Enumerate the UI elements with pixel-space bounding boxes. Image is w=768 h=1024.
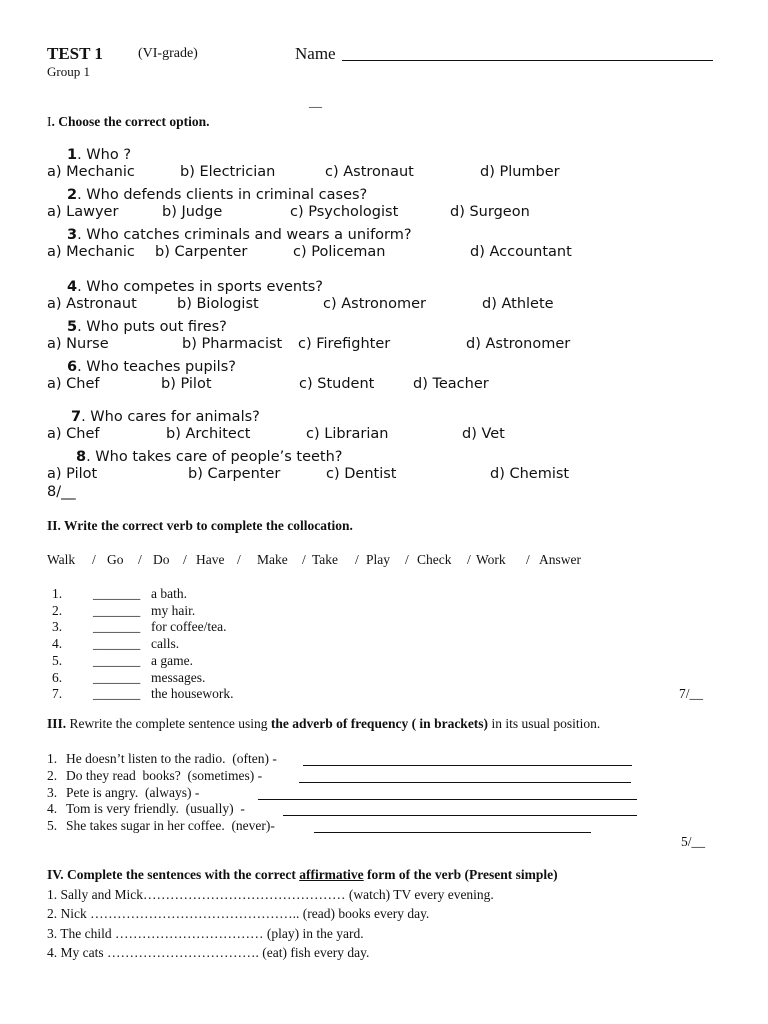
- verb-option: Work: [476, 552, 506, 567]
- verb-separator: /: [138, 552, 142, 567]
- collocation-text: the housework.: [151, 686, 234, 702]
- verb-option: Do: [153, 552, 170, 567]
- option-b[interactable]: b) Biologist: [177, 296, 259, 312]
- question-prompt: . Who teaches pupils?: [77, 359, 236, 375]
- item-number: 2.: [52, 602, 63, 618]
- rewrite-answer-line[interactable]: [314, 818, 591, 833]
- rewrite-sentence: Tom is very friendly. (usually) -: [66, 801, 249, 817]
- item-number: 4.: [52, 636, 63, 652]
- section-3-heading: [47, 716, 600, 732]
- question-prompt: . Who cares for animals?: [81, 409, 260, 425]
- name-field[interactable]: [342, 46, 713, 61]
- item-number: 1.: [52, 586, 63, 601]
- question-number: 7: [71, 409, 82, 425]
- item-number: 3.: [52, 619, 63, 635]
- option-c[interactable]: c) Student: [299, 376, 375, 392]
- verb-separator: /: [405, 552, 409, 567]
- collocation-text: calls.: [151, 636, 180, 652]
- item-number: 4.: [47, 801, 58, 817]
- present-simple-sentence: 4. My cats ……………………………. (eat) fish every day.: [47, 944, 370, 960]
- verb-option: Take: [312, 552, 339, 567]
- test-title: TEST 1: [47, 44, 103, 63]
- collocation-text: my hair.: [151, 602, 196, 618]
- answer-blank[interactable]: _______: [93, 602, 141, 618]
- rewrite-sentence: Do they read books? (sometimes) -: [66, 767, 266, 783]
- verb-option: Answer: [539, 552, 581, 567]
- rewrite-sentence: He doesn’t listen to the radio. (often) -: [66, 751, 277, 766]
- present-simple-sentence: 1. Sally and Mick……………………………………… (watch) TV every evening.: [47, 887, 494, 902]
- section-4-title-underlined: affirmative: [299, 867, 364, 882]
- section-2-roman: II: [47, 518, 58, 533]
- rewrite-sentence: She takes sugar in her coffee. (never)-: [66, 818, 279, 834]
- option-c[interactable]: c) Librarian: [306, 426, 389, 442]
- section-1-roman: I: [47, 114, 52, 129]
- item-number: 5.: [47, 818, 58, 834]
- option-a[interactable]: a) Pilot: [47, 466, 98, 482]
- verb-separator: /: [355, 552, 359, 567]
- option-c[interactable]: c) Astronomer: [323, 296, 426, 312]
- verb-option: Check: [417, 552, 452, 567]
- verb-separator: /: [92, 552, 96, 567]
- question-prompt: . Who takes care of people’s teeth?: [86, 449, 343, 465]
- question-text: [76, 449, 343, 465]
- item-number: 3.: [47, 784, 58, 800]
- question-text: [67, 227, 412, 243]
- option-a[interactable]: a) Chef: [47, 376, 100, 392]
- option-d[interactable]: d) Plumber: [480, 164, 560, 180]
- question-number: 5: [67, 319, 78, 335]
- option-c[interactable]: c) Policeman: [293, 244, 386, 260]
- question-text: [67, 187, 367, 203]
- grade-label: (VI-grade): [138, 46, 198, 61]
- present-simple-sentence: 3. The child …………………………… (play) in the yard.: [47, 925, 364, 941]
- question-number: 6: [67, 359, 78, 375]
- section-3-instruction-plain: Rewrite the complete sentence using: [66, 716, 271, 731]
- question-prompt: . Who puts out fires?: [77, 319, 227, 335]
- option-d[interactable]: d) Chemist: [490, 466, 570, 482]
- option-b[interactable]: b) Electrician: [180, 164, 276, 180]
- section-2-score: 7/__: [679, 686, 704, 701]
- option-b[interactable]: b) Judge: [162, 204, 223, 220]
- option-b[interactable]: b) Pharmacist: [182, 336, 283, 352]
- item-number: 6.: [52, 669, 63, 685]
- option-d[interactable]: d) Surgeon: [450, 204, 530, 220]
- section-2-heading: [47, 518, 353, 534]
- verb-separator: /: [467, 552, 471, 567]
- answer-blank[interactable]: _______: [93, 636, 141, 652]
- question-number: 4: [67, 279, 78, 295]
- option-a[interactable]: a) Chef: [47, 426, 100, 442]
- group-label: Group 1: [47, 64, 90, 79]
- option-d[interactable]: d) Accountant: [470, 244, 572, 260]
- verb-separator: /: [237, 552, 241, 567]
- verb-separator: /: [526, 552, 530, 567]
- name-label: Name: [295, 44, 336, 63]
- header-dash: __: [309, 94, 322, 109]
- option-d[interactable]: d) Astronomer: [466, 336, 571, 352]
- question-text: [67, 147, 131, 163]
- question-text: [67, 359, 236, 375]
- option-c[interactable]: c) Psychologist: [290, 204, 399, 220]
- collocation-text: a game.: [151, 652, 193, 668]
- option-b[interactable]: b) Pilot: [161, 376, 212, 392]
- section-4-heading: [47, 867, 558, 883]
- verb-separator: /: [302, 552, 306, 567]
- answer-blank[interactable]: _______: [93, 686, 141, 702]
- answer-blank[interactable]: _______: [93, 586, 141, 601]
- rewrite-answer-line[interactable]: [283, 801, 637, 816]
- question-text: [71, 409, 260, 425]
- section-3-score: 5/__: [681, 834, 706, 849]
- section-3-roman: III.: [47, 716, 67, 731]
- option-c[interactable]: c) Dentist: [326, 466, 397, 482]
- verb-separator: /: [183, 552, 187, 567]
- option-a[interactable]: a) Lawyer: [47, 204, 119, 220]
- item-number: 1.: [47, 751, 58, 766]
- question-text: [67, 319, 227, 335]
- section-1-instruction: . Choose the correct option.: [51, 114, 210, 129]
- verb-option: Walk: [47, 552, 76, 567]
- answer-blank[interactable]: _______: [93, 669, 141, 685]
- section-3-instruction-end: in its usual position.: [488, 716, 601, 731]
- question-number: 8: [76, 449, 87, 465]
- option-c[interactable]: c) Firefighter: [298, 336, 391, 352]
- verb-option: Play: [366, 552, 391, 567]
- question-prompt: . Who catches criminals and wears a uniform?: [77, 227, 412, 243]
- option-b[interactable]: b) Carpenter: [155, 244, 248, 260]
- question-prompt: . Who competes in sports events?: [77, 279, 323, 295]
- verb-option: Go: [107, 552, 124, 567]
- section-4-title-end: form of the verb (Present simple): [363, 867, 558, 882]
- question-text: [67, 279, 323, 295]
- question-number: 2: [67, 187, 78, 203]
- option-c[interactable]: c) Astronaut: [325, 164, 414, 180]
- collocation-text: messages.: [151, 669, 206, 685]
- rewrite-sentence: Pete is angry. (always) -: [66, 784, 203, 800]
- option-b[interactable]: b) Architect: [166, 426, 251, 442]
- collocation-text: a bath.: [151, 586, 187, 601]
- question-prompt: . Who ?: [77, 147, 132, 163]
- rewrite-answer-line[interactable]: [303, 751, 632, 766]
- section-3-instruction-bold: the adverb of frequency ( in brackets): [270, 716, 489, 731]
- option-a[interactable]: a) Mechanic: [47, 244, 135, 260]
- option-a[interactable]: a) Mechanic: [47, 164, 135, 180]
- verb-option: Make: [257, 552, 288, 567]
- question-prompt: . Who defends clients in criminal cases?: [77, 187, 368, 203]
- option-a[interactable]: a) Nurse: [47, 336, 109, 352]
- item-number: 2.: [47, 767, 58, 783]
- section-1-score: 8/__: [47, 484, 76, 500]
- section-2-instruction: . Write the correct verb to complete the collocation.: [57, 518, 353, 533]
- answer-blank[interactable]: _______: [93, 619, 141, 635]
- answer-blank[interactable]: _______: [93, 652, 141, 668]
- option-a[interactable]: a) Astronaut: [47, 296, 137, 312]
- question-number: 1: [67, 147, 78, 163]
- section-1-heading: [47, 114, 209, 130]
- collocation-text: for coffee/tea.: [151, 619, 227, 635]
- option-d[interactable]: d) Vet: [462, 426, 505, 442]
- option-d[interactable]: d) Athlete: [482, 296, 554, 312]
- item-number: 5.: [52, 652, 63, 668]
- rewrite-answer-line[interactable]: [258, 785, 637, 800]
- option-d[interactable]: d) Teacher: [413, 376, 489, 392]
- rewrite-answer-line[interactable]: [299, 768, 631, 783]
- item-number: 7.: [52, 686, 63, 702]
- present-simple-sentence: 2. Nick ……………………………………….. (read) books every day.: [47, 906, 430, 922]
- question-number: 3: [67, 227, 78, 243]
- section-4-title-start: IV. Complete the sentences with the correct: [47, 867, 300, 882]
- verb-option: Have: [196, 552, 225, 567]
- option-b[interactable]: b) Carpenter: [188, 466, 281, 482]
